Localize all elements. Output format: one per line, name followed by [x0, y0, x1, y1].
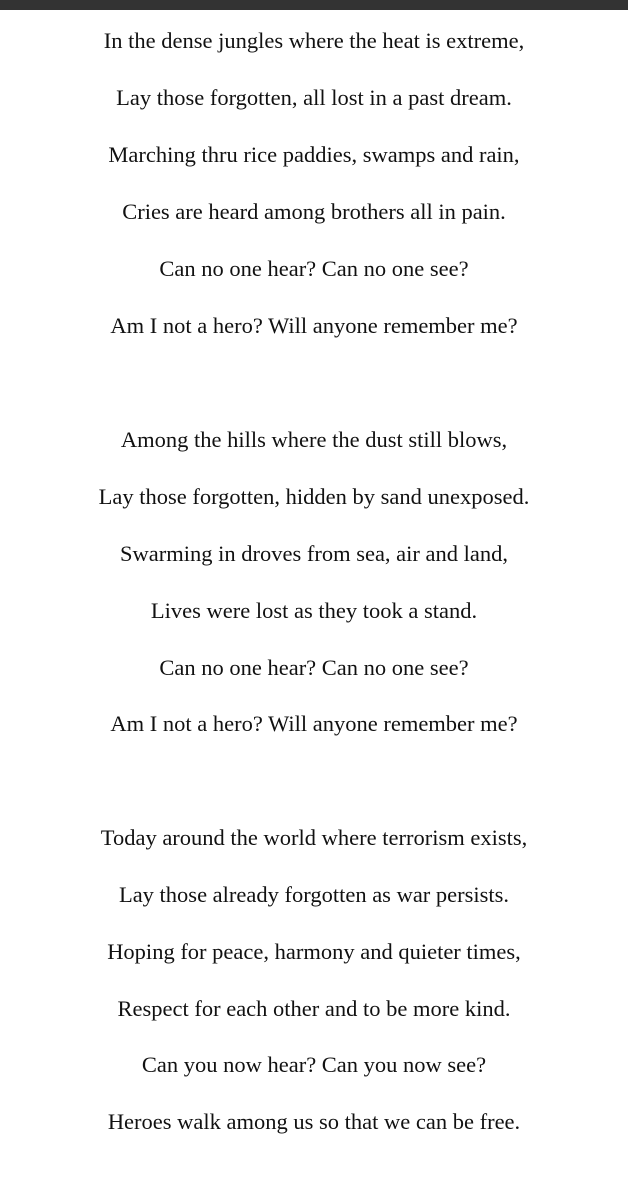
poem-line: Am I not a hero? Will anyone remember me?	[110, 711, 518, 736]
poem-line: Among the hills where the dust still blows,	[120, 427, 508, 452]
poem-line: Lay those already forgotten as war persists.	[118, 882, 510, 907]
poem-line: Hoping for peace, harmony and quieter times,	[107, 939, 521, 964]
poem-line: Swarming in droves from sea, air and land,	[119, 541, 509, 566]
poem-line: In the dense jungles where the heat is extreme,	[103, 28, 525, 53]
poem-line: Can no one hear? Can no one see?	[159, 655, 469, 680]
poem-line: Can you now hear? Can you now see?	[141, 1052, 487, 1077]
poem-line: Cries are heard among brothers all in pain.	[122, 199, 506, 224]
top-status-bar	[0, 0, 628, 10]
poem-line: Lay those forgotten, all lost in a past dream.	[116, 85, 512, 110]
poem-line: Am I not a hero? Will anyone remember me?	[110, 313, 518, 338]
poem-line: Today around the world where terrorism exists,	[100, 825, 528, 850]
poem-line: Lives were lost as they took a stand.	[150, 598, 478, 623]
poem-line: Heroes walk among us so that we can be free.	[107, 1109, 521, 1134]
poem-line: Can no one hear? Can no one see?	[159, 256, 469, 281]
poem-line: Lay those forgotten, hidden by sand unexposed.	[98, 484, 530, 509]
poem-line: Respect for each other and to be more kind.	[117, 996, 511, 1021]
poem-line: Marching thru rice paddies, swamps and rain,	[108, 142, 520, 167]
